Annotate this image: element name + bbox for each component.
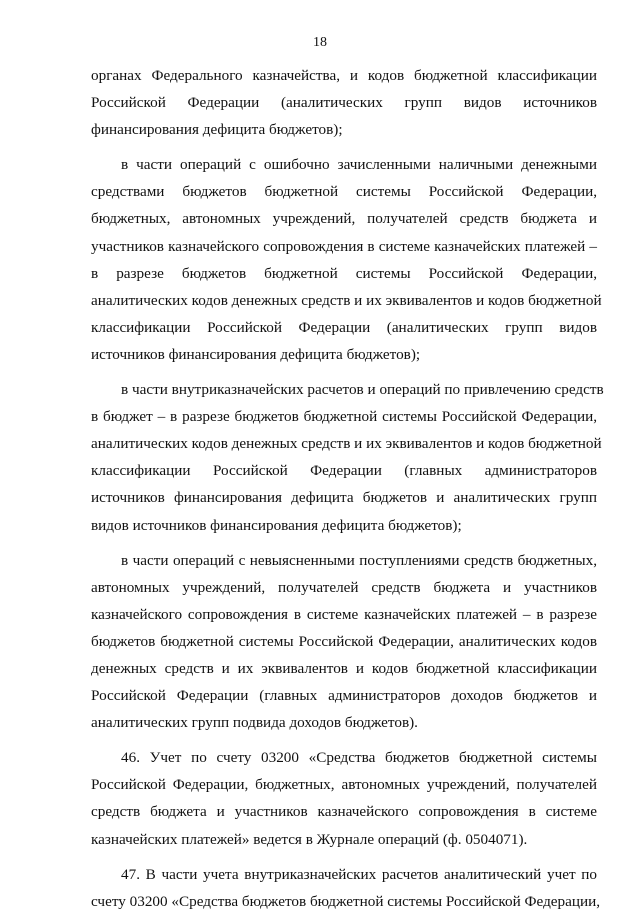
paragraph-line: источников финансирования дефицита бюджетов и аналитических групп — [91, 489, 597, 507]
paragraph-line: в разрезе бюджетов бюджетной системы Российской Федерации, — [91, 264, 597, 282]
paragraph-1 — [91, 62, 597, 143]
paragraph-gap — [91, 539, 597, 547]
paragraph-line: Российской Федерации (главных администраторов доходов бюджетов и — [91, 687, 597, 705]
paragraph-line: финансирования дефицита бюджетов); — [91, 121, 343, 139]
paragraph-line: денежных средств и их эквивалентов и кодов бюджетной классификации — [91, 659, 597, 677]
paragraph-line: казначейского сопровождения в системе казначейских платежей – в разрезе — [91, 605, 597, 623]
paragraph-line: в бюджет – в разрезе бюджетов бюджетной системы Российской Федерации, — [91, 408, 597, 426]
paragraph-gap — [91, 853, 597, 861]
paragraph-3 — [91, 376, 604, 539]
page-number: 18 — [313, 35, 327, 50]
paragraph-line: аналитических кодов денежных средств и их эквивалентов и кодов бюджетной — [91, 291, 602, 309]
paragraph-line: счету 03200 «Средства бюджетов бюджетной системы Российской Федерации, — [91, 892, 601, 910]
paragraph-line: органах Федерального казначейства, и кодов бюджетной классификации — [91, 67, 597, 84]
paragraph-line: в части операций с ошибочно зачисленными наличными денежными — [121, 156, 597, 174]
paragraph-line: видов источников финансирования дефицита бюджетов); — [91, 516, 462, 534]
paragraph-line: 47. В части учета внутриказначейских расчетов аналитический учет по — [121, 865, 597, 883]
paragraph-line: источников финансирования дефицита бюджетов); — [91, 345, 421, 363]
paragraph-line: 46. Учет по счету 03200 «Средства бюджетов бюджетной системы — [121, 749, 597, 767]
paragraph-gap — [91, 143, 597, 151]
paragraph-line: аналитических кодов денежных средств и их эквивалентов и кодов бюджетной — [91, 435, 602, 453]
paragraph-2 — [91, 151, 602, 368]
paragraph-4 — [91, 547, 597, 737]
paragraph-line: Российской Федерации (аналитических групп видов источников — [91, 94, 597, 112]
paragraph-gap — [91, 368, 597, 376]
paragraph-line: бюджетных, автономных учреждений, получателей средств бюджета и — [91, 210, 597, 228]
paragraph-line: классификации Российской Федерации (главных администраторов — [91, 462, 597, 480]
paragraph-gap — [91, 736, 597, 744]
paragraph-line: автономных учреждений, получателей средств бюджета и участников — [91, 578, 597, 596]
paragraph-line: бюджетов бюджетной системы Российской Федерации, аналитических кодов — [91, 632, 597, 650]
paragraph-line: в части внутриказначейских расчетов и операций по привлечению средств — [121, 381, 604, 399]
paragraph-5 — [91, 744, 597, 852]
paragraph-line: средств бюджета и участников казначейского сопровождения в системе — [91, 803, 597, 821]
paragraph-line: участников казначейского сопровождения в системе казначейских платежей – — [91, 237, 597, 255]
paragraph-line: средствами бюджетов бюджетной системы Российской Федерации, — [91, 183, 597, 201]
paragraph-line: классификации Российской Федерации (аналитических групп видов — [91, 318, 597, 336]
paragraph-line: аналитических групп подвида доходов бюджетов). — [91, 714, 418, 732]
document-body — [91, 62, 604, 915]
paragraph-line: в части операций с невыясненными поступлениями средств бюджетных, — [121, 551, 597, 569]
paragraph-line: казначейских платежей» ведется в Журнале операций (ф. 0504071). — [91, 830, 528, 848]
paragraph-line: Российской Федерации, бюджетных, автономных учреждений, получателей — [91, 776, 597, 794]
paragraph-6 — [91, 861, 601, 915]
